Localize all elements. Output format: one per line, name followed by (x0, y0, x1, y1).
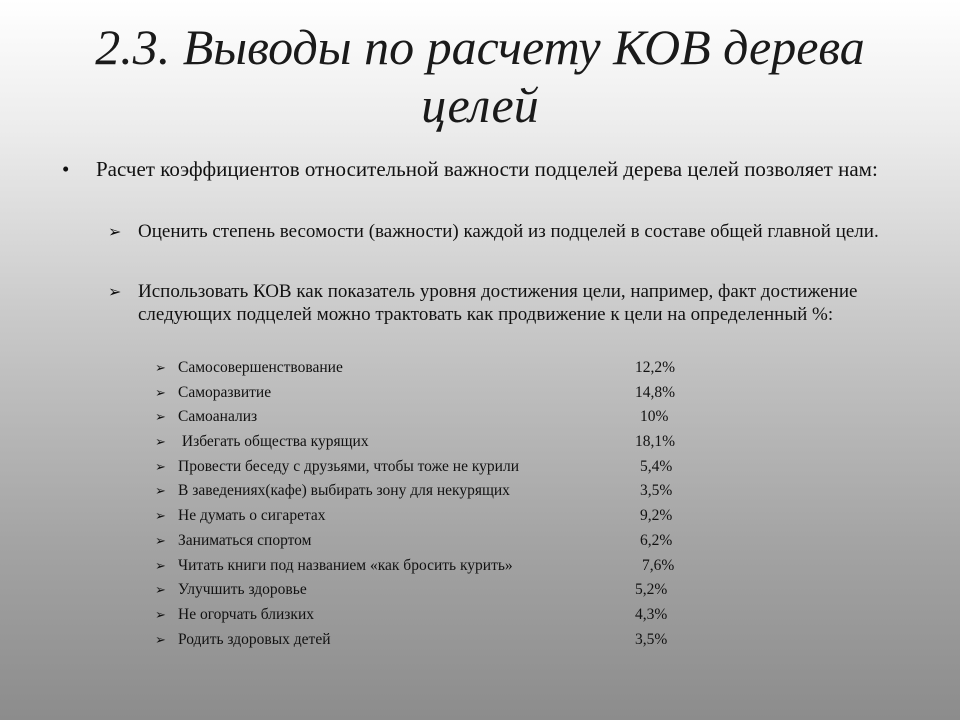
list-item (155, 604, 715, 629)
list-item (155, 530, 715, 555)
subgoal-list (155, 357, 715, 653)
list-item-label: Не огорчать близких (178, 605, 315, 623)
list-item-value: 14,8% (635, 383, 676, 401)
arrow-bullet-icon: ➢ (155, 434, 166, 450)
list-item (155, 505, 715, 530)
arrow-bullet-icon: ➢ (155, 557, 166, 573)
list-item-value: 3,5% (635, 630, 668, 648)
list-item (155, 579, 715, 604)
list-item-label: Избегать общества курящих (178, 433, 369, 451)
list-item-label: Самоанализ (178, 408, 258, 426)
main-bullet (62, 157, 882, 182)
list-item (155, 555, 715, 580)
list-item-value: 10% (640, 408, 669, 426)
list-item (155, 357, 715, 382)
slide-title-line-2: целей (421, 77, 539, 133)
sub-bullet-text: Использовать КОВ как показатель уровня достижения цели, например, факт достижение следующих подцелей можно трактовать как продвижение к цели на определенный %: (138, 281, 858, 325)
arrow-bullet-icon: ➢ (155, 409, 166, 425)
arrow-bullet-icon: ➢ (155, 508, 166, 524)
slide-title (0, 18, 960, 134)
sub-bullet-text: Оценить степень весомости (важности) каждой из подцелей в составе общей главной цели. (138, 221, 879, 242)
list-item-value: 6,2% (640, 531, 673, 549)
arrow-bullet-icon: ➢ (108, 224, 122, 241)
list-item-value: 12,2% (635, 359, 676, 376)
arrow-bullet-icon: ➢ (108, 284, 122, 301)
list-item-label: Улучшить здоровье (178, 581, 307, 599)
arrow-bullet-icon: ➢ (155, 483, 166, 499)
list-item-value: 9,2% (640, 507, 673, 525)
list-item-label: Самосовершенствование (178, 359, 343, 376)
list-item (155, 406, 715, 431)
slide-title-line-1: 2.3. Выводы по расчету КОВ дерева (95, 19, 865, 75)
sub-bullet (108, 220, 888, 243)
list-item-label: Заниматься спортом (178, 531, 312, 549)
arrow-bullet-icon: ➢ (155, 384, 166, 400)
list-item (155, 456, 715, 481)
sub-bullet (108, 280, 888, 326)
list-item-value: 4,3% (635, 605, 668, 623)
arrow-bullet-icon: ➢ (155, 458, 166, 474)
list-item-label: Провести беседу с друзьями, чтобы тоже не курили (178, 457, 519, 475)
list-item-value: 7,6% (642, 556, 675, 574)
arrow-bullet-icon: ➢ (155, 631, 166, 647)
list-item-label: В заведениях(кафе) выбирать зону для некурящих (178, 482, 510, 500)
list-item (155, 382, 715, 407)
list-item-value: 5,4% (640, 457, 673, 475)
arrow-bullet-icon: ➢ (155, 360, 166, 375)
list-item-label: Родить здоровых детей (178, 630, 331, 648)
list-item-value: 5,2% (635, 581, 668, 599)
bullet-dot-icon: • (62, 157, 70, 181)
list-item-label: Читать книги под названием «как бросить курить» (178, 556, 513, 574)
list-item (155, 480, 715, 505)
list-item (155, 629, 715, 654)
arrow-bullet-icon: ➢ (155, 606, 166, 622)
list-item-value: 18,1% (635, 433, 676, 451)
main-bullet-text: Расчет коэффициентов относительной важности подцелей дерева целей позволяет нам: (96, 157, 878, 181)
list-item-label: Не думать о сигаретах (178, 507, 326, 525)
list-item-value: 3,5% (640, 482, 673, 500)
arrow-bullet-icon: ➢ (155, 582, 166, 598)
list-item (155, 431, 715, 456)
arrow-bullet-icon: ➢ (155, 532, 166, 548)
list-item-label: Саморазвитие (178, 383, 272, 401)
